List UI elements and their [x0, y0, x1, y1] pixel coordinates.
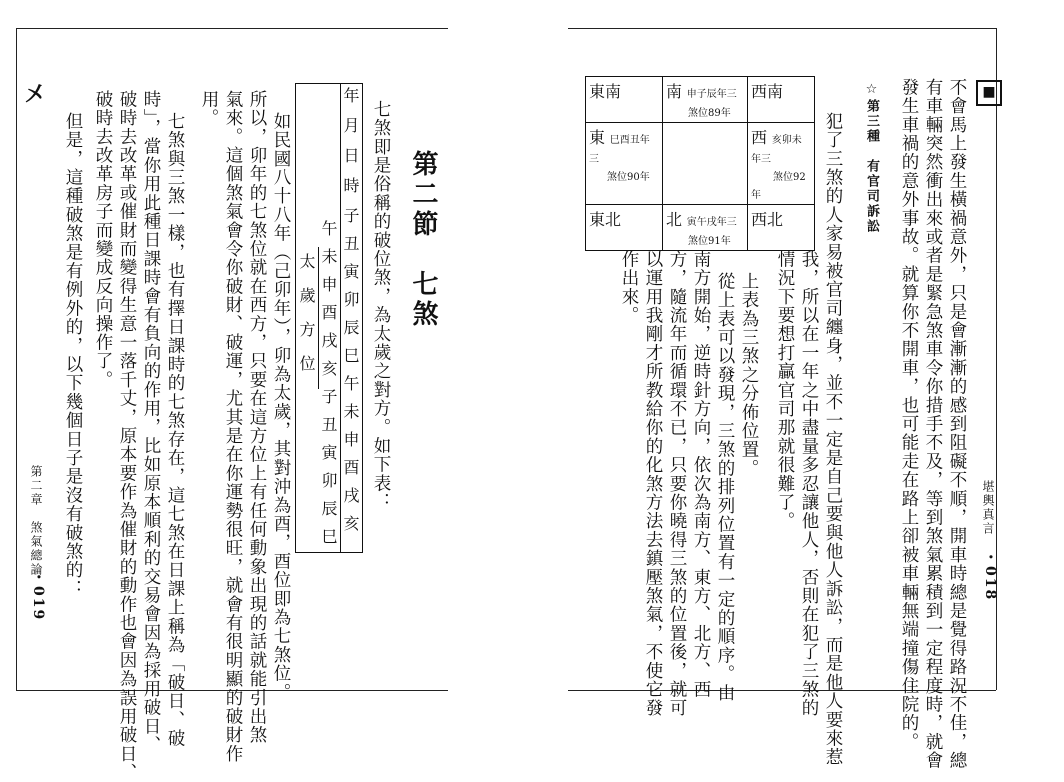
para-line: 我，所以在一年之中盡量多忍讓他人，否則在犯了三煞的 — [799, 250, 819, 718]
page-number: ・018 — [982, 550, 998, 602]
para-line: 南方開始，逆時針方向，依次為南方、東方、北方、西 — [691, 250, 711, 699]
table-cell: 東 — [589, 128, 606, 147]
cell-ne — [586, 205, 663, 251]
cell-s — [663, 77, 748, 123]
para-line: 不會馬上發生橫禍意外，只是會漸漸的感到阻礙不順，開車時總是覺得路況不佳，總 — [947, 78, 967, 770]
para-line: 有車輛突然衝出來或者是緊急煞車令你措手不及，等到煞氣累積到一定程度時，就會 — [923, 78, 943, 770]
third-type-heading: ☆第三種 有官司訴訟 — [864, 82, 879, 234]
table-cell: 亥 — [343, 514, 360, 533]
table-cell: 戌 — [321, 331, 338, 350]
table-cell: 亥卯未年三 — [751, 135, 802, 165]
cell-e — [586, 123, 663, 205]
table-cell: 巳 — [321, 527, 338, 546]
table-cell: 年 — [343, 86, 360, 105]
para-line: 發生車禍的意外事故。就算你不開車，也可能走在路上卻被車輛無端撞傷住院的。 — [899, 78, 919, 752]
table-cell: 未 — [343, 402, 360, 421]
table-cell: 西 — [751, 128, 768, 147]
table-cell: 卯 — [321, 471, 338, 490]
footer-chapter: 第二章 煞氣總論 — [29, 465, 43, 577]
table-cell: 酉 — [321, 303, 338, 322]
section-heading: 第二節 七煞 — [408, 150, 438, 330]
table-cell: 寅 — [321, 443, 338, 462]
intro-line: 七煞即是俗稱的破位煞，為太歲之對方。如下表： — [371, 100, 391, 512]
table-cell: 申子辰年三 — [686, 89, 737, 100]
table-cell: 亥 — [321, 359, 338, 378]
para-line: 氣來。這個煞氣會令你破財、破運，尤其是在你運勢很旺，就會有很明顯的破財作 — [223, 90, 243, 764]
cell-nw — [748, 205, 815, 251]
qisha-value-column — [296, 84, 340, 552]
table-cell: 巳酉丑年三 — [589, 135, 650, 165]
sansha-table — [585, 76, 815, 251]
qisha-table — [295, 83, 363, 553]
table-cell: 寅午戌年三 — [686, 217, 737, 228]
table-cell: 午 — [343, 374, 360, 393]
table-cell: 丑 — [343, 234, 360, 253]
table-cell: 子 — [321, 387, 338, 406]
para-line: 用。 — [199, 90, 219, 128]
table-cell: 煞位91年 — [688, 236, 731, 247]
table-cell: 西北 — [751, 210, 784, 229]
taisui-values — [319, 91, 340, 545]
table-cell: 辰 — [321, 499, 338, 518]
table-cell: 未 — [321, 247, 338, 266]
table-cell: 酉 — [343, 458, 360, 477]
para-line: 犯了三煞的人家易被官司纏身，並不一定是自己要與他人訴訟，而是他人要來惹 — [823, 112, 843, 767]
para-line: 時」，當你用此種日課時會有負向的作用，比如原本順利的交易會因為採用破日、 — [141, 90, 161, 755]
table-cell: 戌 — [343, 486, 360, 505]
qisha-header-column — [340, 84, 362, 552]
table-cell: 子 — [343, 206, 360, 225]
chapter-logo-icon: 㐅 — [24, 82, 47, 108]
para-line: 破時去改革或催財而變得生意一落千丈，原本要作為催財的動作也會因為誤用破日、 — [117, 90, 137, 782]
left-page-top-rule — [16, 28, 448, 29]
cell-se — [586, 77, 663, 123]
table-cell: 煞位89年 — [688, 108, 731, 119]
cell-n — [663, 205, 748, 251]
para-line: 方，隨流年而循環不已，只要你曉得三煞的位置後，就可 — [667, 250, 687, 718]
table-cell: 寅 — [343, 262, 360, 281]
table-cell: 西南 — [751, 82, 784, 101]
table-cell: 卯 — [343, 290, 360, 309]
para-line: 但是，這種破煞是有例外的，以下幾個日子是沒有破煞的： — [63, 112, 83, 599]
para-line: 情況下要想打贏官司那就很難了。 — [775, 250, 795, 531]
cell-sw — [748, 77, 815, 123]
table-cell: 日 — [343, 146, 360, 165]
table-cell: 東南 — [589, 82, 622, 101]
table-cell: 煞位92年 — [751, 172, 806, 201]
table-cell: 南 — [666, 82, 683, 101]
cell-w — [748, 123, 815, 205]
para-line: 所以，卯年的七煞位就在西方，只要在這方位上有任何動象出現的話就能引出煞 — [247, 90, 267, 745]
para-line: 七煞與三煞一樣，也有擇日課時的七煞存在，這七煞在日課上稱為「破日、破 — [165, 112, 185, 748]
right-page-top-rule — [568, 28, 996, 29]
para-line: 以運用我剛才所教給你的化煞方法去鎮壓煞氣，不使它發 — [643, 250, 663, 718]
para-line: 從上表可以發現，三煞的排列位置有一定的順序。由 — [715, 272, 735, 703]
table-cell: 東北 — [589, 210, 622, 229]
table-cell: 午 — [321, 219, 338, 238]
para-line: 上表為三煞之分佈位置。 — [739, 272, 759, 478]
para-line: 如民國八十八年（己卯年），卯為太歲，其對沖為酉，酉位即為七煞位。 — [271, 112, 291, 702]
para-line: 作出來。 — [619, 250, 639, 325]
table-cell: 巳 — [343, 346, 360, 365]
book-logo-icon: ■ — [976, 80, 1002, 106]
page-number: ・019 — [30, 570, 46, 622]
table-cell: 申 — [321, 275, 338, 294]
cell-center — [663, 123, 748, 205]
table-cell: 北 — [666, 210, 683, 229]
table-cell: 辰 — [343, 318, 360, 337]
taisui-label: 太歲方位 — [296, 247, 319, 389]
table-cell: 煞位90年 — [607, 172, 650, 183]
para-line: 破時去改革房子而變成反向操作了。 — [93, 90, 113, 390]
table-cell: 申 — [343, 430, 360, 449]
table-cell: 月 — [343, 116, 360, 135]
table-cell: 時 — [343, 176, 360, 195]
table-cell: 丑 — [321, 415, 338, 434]
footer-book-title: 堪輿真言 — [981, 480, 995, 536]
